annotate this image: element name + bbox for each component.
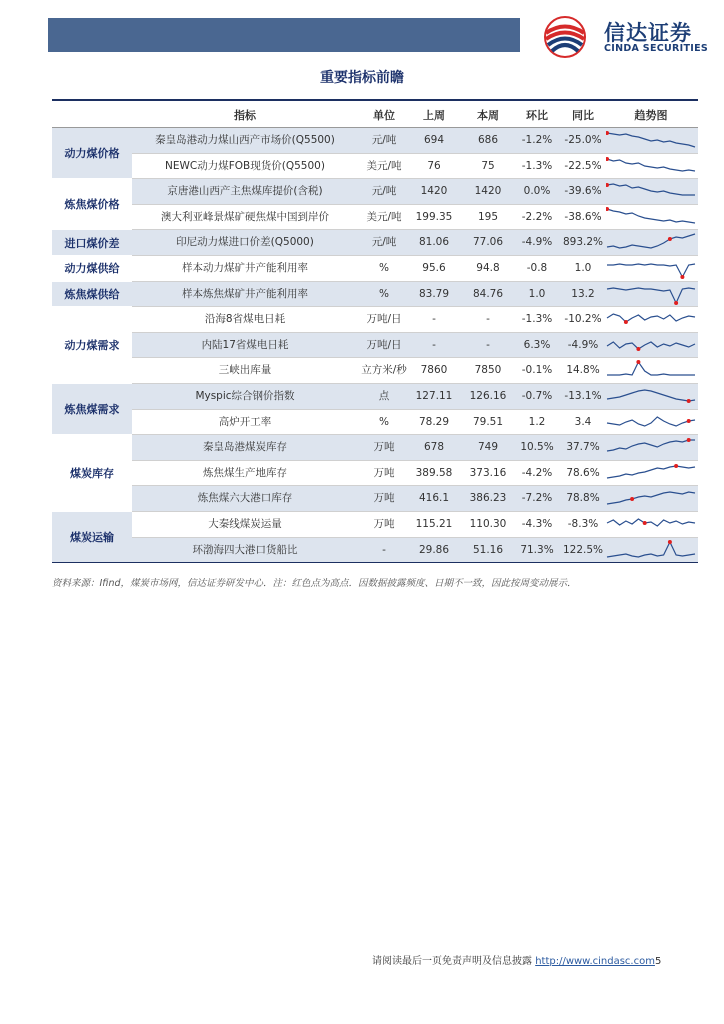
indicator-cell: 三峡出库量 bbox=[218, 364, 272, 377]
group-label bbox=[52, 512, 132, 562]
sparkline-path bbox=[607, 209, 695, 223]
this-week-cell: 51.16 bbox=[472, 543, 504, 556]
sparkline-peak-dot bbox=[606, 183, 609, 187]
table-row bbox=[132, 538, 698, 563]
col-header-prev-week: 上周 bbox=[423, 109, 445, 122]
table-row bbox=[132, 461, 698, 486]
sparkline-path bbox=[607, 159, 695, 171]
sparkline-peak-dot bbox=[606, 207, 609, 211]
table-row bbox=[132, 512, 698, 537]
indicator-cell: 沿海8省煤电日耗 bbox=[204, 313, 286, 326]
trend-sparkline bbox=[606, 334, 696, 357]
group-label-text: 煤炭库存 bbox=[70, 467, 114, 481]
this-week-cell: 75 bbox=[481, 159, 495, 172]
this-week-cell: 94.8 bbox=[476, 262, 500, 274]
mom-cell: -2.2% bbox=[521, 210, 553, 223]
col-header-mom: 环比 bbox=[526, 109, 548, 122]
sparkline-peak-dot bbox=[636, 360, 640, 364]
sparkline-path bbox=[607, 492, 695, 504]
indicator-cell: 环渤海四大港口货船比 bbox=[192, 543, 298, 556]
indicator-cell: 大秦线煤炭运量 bbox=[208, 518, 282, 530]
trend-sparkline bbox=[606, 155, 696, 178]
group-label-text: 煤炭运输 bbox=[70, 531, 114, 545]
this-week-cell: 195 bbox=[477, 210, 499, 223]
group-label-text: 炼焦煤价格 bbox=[64, 198, 120, 212]
mom-cell: -1.3% bbox=[521, 313, 553, 326]
trend-sparkline bbox=[606, 513, 696, 536]
mom-cell: 1.0 bbox=[528, 287, 546, 300]
table-row bbox=[132, 154, 698, 179]
yoy-cell: 78.6% bbox=[566, 466, 600, 479]
trend-sparkline bbox=[606, 129, 696, 152]
trend-sparkline bbox=[606, 206, 696, 229]
trend-sparkline bbox=[606, 436, 696, 459]
sparkline-path bbox=[607, 542, 695, 557]
indicator-cell: 印尼动力煤进口价差(Q5000) bbox=[176, 236, 314, 249]
mom-cell: 71.3% bbox=[520, 543, 554, 556]
sparkline-peak-dot bbox=[668, 237, 672, 241]
trend-sparkline bbox=[606, 231, 696, 254]
trend-sparkline bbox=[606, 359, 696, 382]
unit-cell: 点 bbox=[378, 390, 390, 402]
indicator-cell: NEWC动力煤FOB现货价(Q5500) bbox=[165, 159, 325, 172]
logo-english-text: CINDA SECURITIES bbox=[604, 43, 709, 54]
sparkline-path bbox=[607, 264, 695, 277]
group-label bbox=[52, 384, 132, 434]
indicator-cell: 炼焦煤六大港口库存 bbox=[197, 492, 293, 505]
group-label bbox=[52, 282, 132, 307]
mom-cell: 10.5% bbox=[520, 441, 554, 454]
mom-cell: -4.9% bbox=[521, 236, 553, 249]
prev-week-cell: 81.06 bbox=[418, 236, 450, 249]
sparkline-path bbox=[607, 234, 695, 248]
mom-cell: -1.2% bbox=[521, 134, 553, 146]
mom-cell: -4.2% bbox=[521, 466, 553, 479]
yoy-cell: 13.2 bbox=[571, 287, 595, 300]
group-label bbox=[52, 435, 132, 511]
yoy-cell: 1.0 bbox=[574, 262, 592, 274]
yoy-cell: -4.9% bbox=[567, 338, 599, 351]
this-week-cell: 749 bbox=[477, 441, 499, 454]
prev-week-cell: 389.58 bbox=[415, 466, 453, 479]
mom-cell: 6.3% bbox=[523, 338, 551, 351]
sparkline-path bbox=[607, 133, 695, 147]
mom-cell: 1.2 bbox=[528, 415, 546, 428]
this-week-cell: 110.30 bbox=[469, 518, 507, 530]
yoy-cell: 14.8% bbox=[566, 364, 600, 377]
table-row bbox=[132, 282, 698, 307]
indicator-cell: 样本动力煤矿井产能利用率 bbox=[182, 262, 308, 274]
trend-sparkline bbox=[606, 411, 696, 434]
unit-cell: 元/吨 bbox=[371, 185, 397, 198]
prev-week-cell: 83.79 bbox=[418, 287, 450, 300]
this-week-cell: 386.23 bbox=[469, 492, 507, 505]
this-week-cell: 84.76 bbox=[472, 287, 504, 300]
sparkline-path bbox=[607, 390, 695, 401]
unit-cell: 美元/吨 bbox=[366, 159, 402, 172]
group-label bbox=[52, 128, 132, 178]
unit-cell: 万吨 bbox=[373, 466, 395, 479]
group-label bbox=[52, 230, 132, 255]
prev-week-cell: - bbox=[432, 338, 436, 351]
table-row bbox=[132, 230, 698, 255]
indicator-cell: 秦皇岛港动力煤山西产市场价(Q5500) bbox=[155, 134, 335, 146]
prev-week-cell: 694 bbox=[423, 134, 445, 146]
this-week-cell: 373.16 bbox=[469, 466, 507, 479]
unit-cell: - bbox=[382, 543, 386, 556]
unit-cell: 万吨 bbox=[373, 441, 395, 454]
table-row bbox=[132, 486, 698, 511]
this-week-cell: 77.06 bbox=[472, 236, 504, 249]
mom-cell: -0.1% bbox=[521, 364, 553, 377]
prev-week-cell: 7860 bbox=[420, 364, 448, 377]
unit-cell: 美元/吨 bbox=[366, 210, 402, 223]
unit-cell: 万吨 bbox=[373, 518, 395, 530]
sparkline-path bbox=[607, 362, 695, 375]
yoy-cell: -38.6% bbox=[564, 210, 602, 223]
mom-cell: -7.2% bbox=[521, 492, 553, 505]
prev-week-cell: 115.21 bbox=[415, 518, 453, 530]
unit-cell: 元/吨 bbox=[371, 134, 397, 146]
sparkline-path bbox=[607, 288, 695, 303]
group-label-text: 动力煤价格 bbox=[64, 147, 120, 161]
indicator-cell: 京唐港山西产主焦煤库提价(含税) bbox=[167, 185, 323, 198]
trend-sparkline bbox=[606, 257, 696, 280]
trend-sparkline bbox=[606, 283, 696, 306]
table-row bbox=[132, 307, 698, 332]
yoy-cell: -22.5% bbox=[564, 159, 602, 172]
unit-cell: 万吨/日 bbox=[366, 338, 402, 351]
prev-week-cell: 678 bbox=[423, 441, 445, 454]
col-header-unit: 单位 bbox=[373, 109, 395, 122]
source-note: 资料来源：Ifind，煤炭市场网，信达证券研发中心．注：红色点为高点．因数据披露频度、日期不一致，因此按周变动展示． bbox=[52, 578, 577, 589]
table-row bbox=[132, 435, 698, 460]
prev-week-cell: 127.11 bbox=[415, 390, 453, 402]
table-row bbox=[132, 384, 698, 409]
sparkline-peak-dot bbox=[674, 464, 678, 468]
table-bottom-rule bbox=[52, 562, 698, 563]
group-label bbox=[52, 256, 132, 281]
sparkline-path bbox=[607, 342, 695, 349]
unit-cell: 立方米/秒 bbox=[361, 364, 407, 377]
indicator-cell: 样本炼焦煤矿井产能利用率 bbox=[182, 287, 308, 300]
indicator-cell: 高炉开工率 bbox=[218, 415, 272, 428]
table-row bbox=[132, 410, 698, 435]
group-label-text: 炼焦煤需求 bbox=[64, 403, 120, 417]
prev-week-cell: 78.29 bbox=[418, 415, 450, 428]
trend-sparkline bbox=[606, 462, 696, 485]
indicator-cell: 内陆17省煤电日耗 bbox=[201, 338, 289, 351]
table-row bbox=[132, 256, 698, 281]
sparkline-peak-dot bbox=[687, 438, 691, 442]
sparkline-path bbox=[607, 440, 695, 451]
yoy-cell: -13.1% bbox=[564, 390, 602, 402]
table-top-rule bbox=[52, 99, 698, 101]
footer-disclaimer: 请阅读最后一页免责声明及信息披露 bbox=[372, 956, 532, 967]
sparkline-peak-dot bbox=[606, 157, 609, 161]
group-label-text: 动力煤需求 bbox=[64, 339, 120, 353]
group-label bbox=[52, 179, 132, 229]
unit-cell: % bbox=[379, 262, 389, 274]
yoy-cell: -8.3% bbox=[567, 518, 599, 530]
sparkline-path bbox=[607, 417, 695, 426]
sparkline-peak-dot bbox=[624, 320, 628, 324]
footer bbox=[372, 952, 661, 967]
indicator-cell: 秦皇岛港煤炭库存 bbox=[203, 441, 287, 454]
sparkline-path bbox=[607, 466, 695, 478]
prev-week-cell: 416.1 bbox=[418, 492, 450, 505]
table-row bbox=[132, 128, 698, 153]
prev-week-cell: 76 bbox=[427, 159, 441, 172]
this-week-cell: - bbox=[486, 338, 490, 351]
sparkline-peak-dot bbox=[636, 347, 640, 351]
this-week-cell: 686 bbox=[477, 134, 499, 146]
mom-cell: -0.7% bbox=[521, 390, 553, 402]
this-week-cell: 1420 bbox=[474, 185, 502, 198]
table-row bbox=[132, 179, 698, 204]
group-label-text: 动力煤供给 bbox=[64, 262, 120, 276]
indicator-cell: 炼焦煤生产地库存 bbox=[203, 466, 287, 479]
group-label-text: 炼焦煤供给 bbox=[64, 287, 120, 301]
sparkline-peak-dot bbox=[680, 275, 684, 279]
col-header-trend: 趋势图 bbox=[634, 109, 668, 122]
group-label-text: 进口煤价差 bbox=[64, 236, 120, 250]
sparkline-peak-dot bbox=[687, 399, 691, 403]
trend-sparkline bbox=[606, 180, 696, 203]
sparkline-peak-dot bbox=[674, 301, 678, 305]
unit-cell: 万吨/日 bbox=[366, 313, 402, 326]
unit-cell: 万吨 bbox=[373, 492, 395, 505]
sparkline-peak-dot bbox=[630, 497, 634, 501]
prev-week-cell: 29.86 bbox=[418, 543, 450, 556]
sparkline-peak-dot bbox=[668, 540, 672, 544]
prev-week-cell: 1420 bbox=[420, 185, 448, 198]
mom-cell: -1.3% bbox=[521, 159, 553, 172]
trend-sparkline bbox=[606, 308, 696, 331]
page-title: 重要指标前瞻 bbox=[320, 70, 404, 86]
footer-link[interactable]: http://www.cindasc.com bbox=[535, 956, 655, 967]
yoy-cell: 78.8% bbox=[566, 492, 600, 505]
table-row bbox=[132, 358, 698, 383]
mom-cell: 0.0% bbox=[523, 185, 551, 198]
group-label bbox=[52, 307, 132, 383]
yoy-cell: -25.0% bbox=[564, 134, 602, 146]
this-week-cell: 126.16 bbox=[469, 390, 507, 402]
table-row bbox=[132, 333, 698, 358]
sparkline-path bbox=[607, 314, 695, 322]
table-row bbox=[132, 205, 698, 230]
prev-week-cell: 199.35 bbox=[415, 210, 453, 223]
trend-sparkline bbox=[606, 539, 696, 562]
page-number: 5 bbox=[654, 956, 662, 967]
yoy-cell: 37.7% bbox=[566, 441, 600, 454]
prev-week-cell: - bbox=[432, 313, 436, 326]
yoy-cell: 893.2% bbox=[562, 236, 604, 249]
sparkline-path bbox=[607, 519, 695, 526]
logo-chinese-text: 信达证券 bbox=[604, 21, 692, 45]
yoy-cell: -39.6% bbox=[564, 185, 602, 198]
mom-cell: -4.3% bbox=[521, 518, 553, 530]
prev-week-cell: 95.6 bbox=[422, 262, 446, 274]
this-week-cell: 7850 bbox=[474, 364, 502, 377]
yoy-cell: -10.2% bbox=[564, 313, 602, 326]
sparkline-peak-dot bbox=[687, 419, 691, 423]
unit-cell: % bbox=[379, 287, 389, 300]
col-header-this-week: 本周 bbox=[477, 109, 499, 122]
yoy-cell: 3.4 bbox=[574, 415, 592, 428]
sparkline-peak-dot bbox=[606, 131, 609, 135]
this-week-cell: 79.51 bbox=[472, 415, 504, 428]
sparkline-peak-dot bbox=[643, 521, 647, 525]
unit-cell: 元/吨 bbox=[371, 236, 397, 249]
col-header-indicator: 指标 bbox=[234, 109, 256, 122]
this-week-cell: - bbox=[486, 313, 490, 326]
col-header-yoy: 同比 bbox=[572, 109, 594, 122]
trend-sparkline bbox=[606, 385, 696, 408]
yoy-cell: 122.5% bbox=[562, 543, 604, 556]
trend-sparkline bbox=[606, 487, 696, 510]
header-band bbox=[48, 18, 520, 52]
mom-cell: -0.8 bbox=[526, 262, 548, 274]
indicator-cell: Myspic综合钢价指数 bbox=[195, 390, 295, 402]
indicator-cell: 澳大利亚峰景煤矿硬焦煤中国到岸价 bbox=[161, 210, 329, 223]
sparkline-path bbox=[607, 184, 695, 195]
unit-cell: % bbox=[379, 415, 389, 428]
